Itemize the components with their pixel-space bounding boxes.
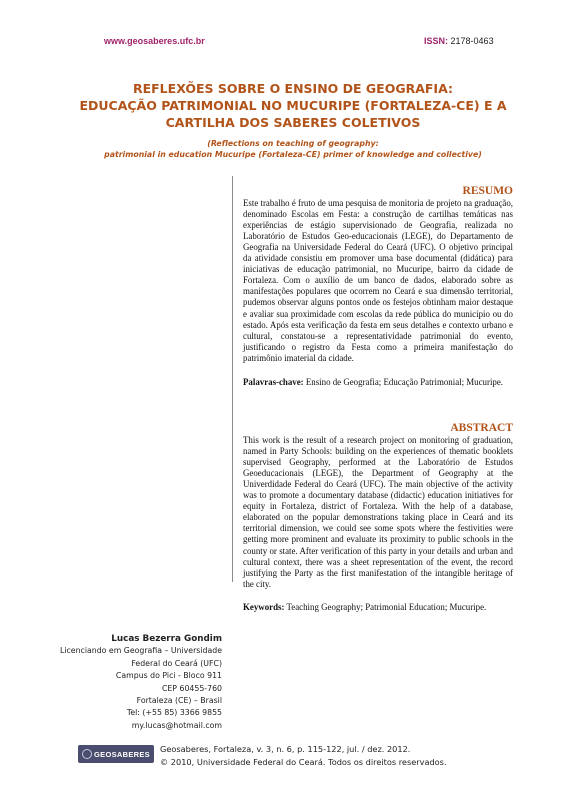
abstract-section <box>243 423 513 613</box>
geosaberes-logo <box>78 745 154 763</box>
journal-website[interactable]: www.geosaberes.ufc.br <box>104 36 205 46</box>
author-postal-code: CEP 60455-760 <box>161 683 222 693</box>
article-subtitle <box>60 138 526 160</box>
globe-icon <box>82 749 92 759</box>
issn-prefix: ISSN: <box>424 36 449 46</box>
abstract-keywords-value: Teaching Geography; Patrimonial Education; Mucuripe. <box>286 601 487 612</box>
subtitle-line-1: (Reflections on teaching of geography: <box>207 139 379 148</box>
abstract-keywords <box>243 602 513 613</box>
author-affiliation-1: Licenciando em Geografia – Universidade <box>60 646 222 656</box>
author-address-1: Campus do Pici - Bloco 911 <box>115 671 222 681</box>
author-name: Lucas Bezerra Gondim <box>111 634 222 644</box>
abstract-keywords-label: Keywords: <box>243 601 285 612</box>
title-line-2: EDUCAÇÃO PATRIMONIAL NO MUCURIPE (FORTALEZA-CE) E A <box>79 98 507 113</box>
author-affiliation-2: Federal do Ceará (UFC) <box>131 658 222 668</box>
abstract-heading: ABSTRACT <box>450 422 513 434</box>
issn-label <box>424 36 494 46</box>
subtitle-line-2: patrimonial in education Mucuripe (Fortaleza-CE) primer of knowledge and collective) <box>104 150 482 159</box>
logo-text: GEOSABERES <box>94 749 150 759</box>
resumo-heading: RESUMO <box>462 185 513 197</box>
column-divider <box>232 176 233 582</box>
resumo-keywords-value: Ensino de Geografia; Educação Patrimonial; Mucuripe. <box>305 376 504 387</box>
title-line-3: CARTILHA DOS SABERES COLETIVOS <box>165 115 421 130</box>
resumo-keywords <box>243 377 513 388</box>
copyright-line: © 2010, Universidade Federal do Ceará. Todos os direitos reservados. <box>160 756 447 767</box>
resumo-text: Este trabalho é fruto de uma pesquisa de monitoria de projeto na graduação, denominado Escolas em Festa: a construção de cartilhas temáticas nas experiências de estágio supervisionado de Geografia, realizada no Laboratório de Estudos Geo-educacionais (LEGE), do Departamento de Geografia na Universidade Federal do Ceará (UFC). O objetivo principal da atividade consistiu em promover uma base documental (didática) para iniciativas de educação patrimonial, no Mucuripe, bairro da cidade de Fortaleza. Com o auxílio de um banco de dados, elaborado sobre as manifestações populares que ocorrem no Ceará e sua dimensão territorial, pudemos observar alguns pontos onde os festejos obtinham maior destaque e avaliar sua proximidade com escolas da rede pública do município ou do estado. Após esta verificação da festa em seus detalhes e contexto urbano e cultural, constatou-se a representatividade patrimonial do evento, justificando o registro da Festa como a primeira manifestação do patrimônio imaterial da cidade. <box>243 198 513 363</box>
author-email[interactable]: my.lucas@hotmail.com <box>131 720 222 730</box>
author-city: Fortaleza (CE) – Brasil <box>136 696 222 706</box>
author-phone: Tel: (+55 85) 3366 9855 <box>126 708 222 718</box>
resumo-section <box>243 186 513 388</box>
title-line-1: REFLEXÕES SOBRE O ENSINO DE GEOGRAFIA: <box>132 81 453 96</box>
article-title <box>60 80 526 131</box>
footer-citation <box>160 743 447 768</box>
issn-number: 2178-0463 <box>450 36 494 46</box>
citation-line: Geosaberes, Fortaleza, v. 3, n. 6, p. 115-122, jul. / dez. 2012. <box>160 744 411 754</box>
abstract-text: This work is the result of a research project on monitoring of graduation, named in Party Schools: building on the experiences of thematic booklets supervised Geography, performed at the Laboratório de Estudos Geoeducacionais (LEGE), the Department of Geography at the Univerdidade Federal do Ceará (UFC). The main objective of the activity was to promote a documentary database (didactic) education initiatives for equity in Fortaleza, district of Fortaleza. With the help of a database, elaborated on the popular demonstrations taking place in Ceará and its territorial dimension, we could see some spots where the festivities were getting more prominent and evaluate its proximity to public schools in the county or state. After verification of this party in your details and urban and cultural context, there was a sheet representation of the event, the record justifying the Party as the first manifestation of the intangible heritage of the city. <box>243 435 513 589</box>
author-block <box>40 633 222 732</box>
resumo-keywords-label: Palavras-chave: <box>243 376 304 387</box>
